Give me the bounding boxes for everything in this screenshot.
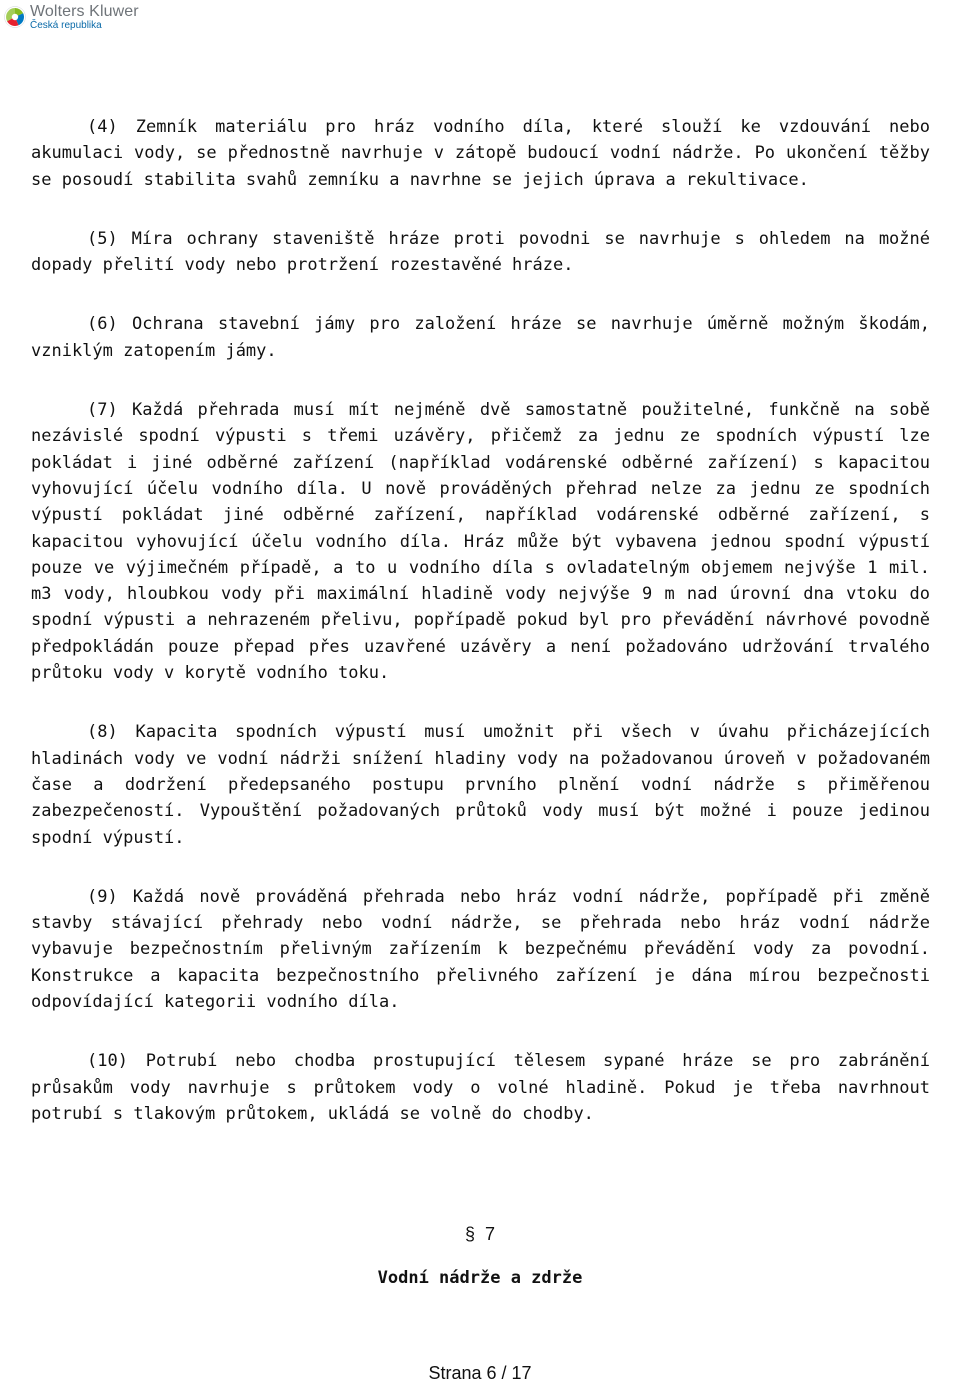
document-body	[31, 114, 930, 1127]
section-title: Vodní nádrže a zdrže	[377, 1268, 583, 1288]
section-number	[0, 1224, 960, 1245]
paragraph-10: (10) Potrubí nebo chodba prostupující tělesem sypané hráze se pro zabránění průsakům vody navrhuje s průtokem vody o volné hladině. Pokud je třeba navrhnout potrubí s tlakovým průtokem, ukládá se volně do chodby.	[31, 1051, 930, 1124]
paragraph-9: (9) Každá nově prováděná přehrada nebo hráz vodní nádrže, popřípadě při změně stavby stávající přehrady nebo vodní nádrže, se přehrada nebo hráz vodní nádrže vybavuje bezpečnostním přelivným zařízením k bezpečnému převádění vody za povodní. Konstrukce a kapacita bezpečnostního přelivného zařízení je dána mírou bezpečnosti odpovídající kategorii vodního díla.	[31, 886, 930, 1013]
page-number: Strana 6 / 17	[428, 1363, 532, 1383]
paragraph-4: (4) Zemník materiálu pro hráz vodního díla, které slouží ke vzdouvání nebo akumulaci vody, se přednostně navrhuje v zátopě budoucí vodní nádrže. Po ukončení těžby se posoudí stabilita svahů zemníku a navrhne se jejich úprava a rekultivace.	[31, 117, 930, 190]
section-sign: §	[464, 1224, 475, 1244]
section-number-value: 7	[485, 1224, 496, 1244]
brand-logo	[4, 4, 139, 34]
paragraph-5: (5) Míra ochrany staveniště hráze proti povodni se navrhuje s ohledem na možné dopady přelití vody nebo protržení rozestavěné hráze.	[31, 228, 930, 276]
brand-name: Wolters Kluwer	[30, 3, 139, 20]
paragraph-7: (7) Každá přehrada musí mít nejméně dvě samostatně použitelné, funkčně na sobě nezávislé spodní výpusti s třemi uzávěry, přičemž za jednu ze spodních výpustí lze pokládat i jiné odběrné zařízení (například vodárenské odběrné zařízení) s kapacitou vyhovující účelu vodního díla. U nově prováděných přehrad nelze za jednu ze spodních výpustí pokládat jiné odběrné zařízení, například vodárenské odběrné zařízení, s kapacitou vyhovující účelu vodního díla. Hráz může být vybavena jednou spodní výpustí pouze ve výjimečném případě, a to u vodního díla s ovladatelným objemem nejvýše 1 mil. m3 vody, hloubkou vody při maximální hladině vody nejvýše 9 m nad úrovní dna vtoku do spodní výpusti a nehrazeném přelivu, popřípadě pokud byl pro převádění návrhové povodně předpokládán pouze přepad přes uzavřené uzávěry a není požadováno udržování trvalého průtoku vody v korytě vodního toku.	[31, 400, 930, 684]
paragraph-6: (6) Ochrana stavební jámy pro založení hráze se navrhuje úměrně možným škodám, vzniklým zatopením jámy.	[31, 314, 930, 361]
brand-subtitle: Česká republika	[30, 20, 102, 31]
wolters-kluwer-logo-icon	[4, 6, 26, 28]
paragraph-8: (8) Kapacita spodních výpustí musí umožnit při všech v úvahu přicházejících hladinách vody ve vodní nádrži snížení hladiny vody na požadovanou úroveň v požadovaném čase a dodržení předepsaného postupu prvního plnění vodní nádrže s přiměřenou zabezpečeností. Vypouštění požadovaných průtoků vody musí být možné i pouze jedinou spodní výpustí.	[31, 722, 930, 848]
